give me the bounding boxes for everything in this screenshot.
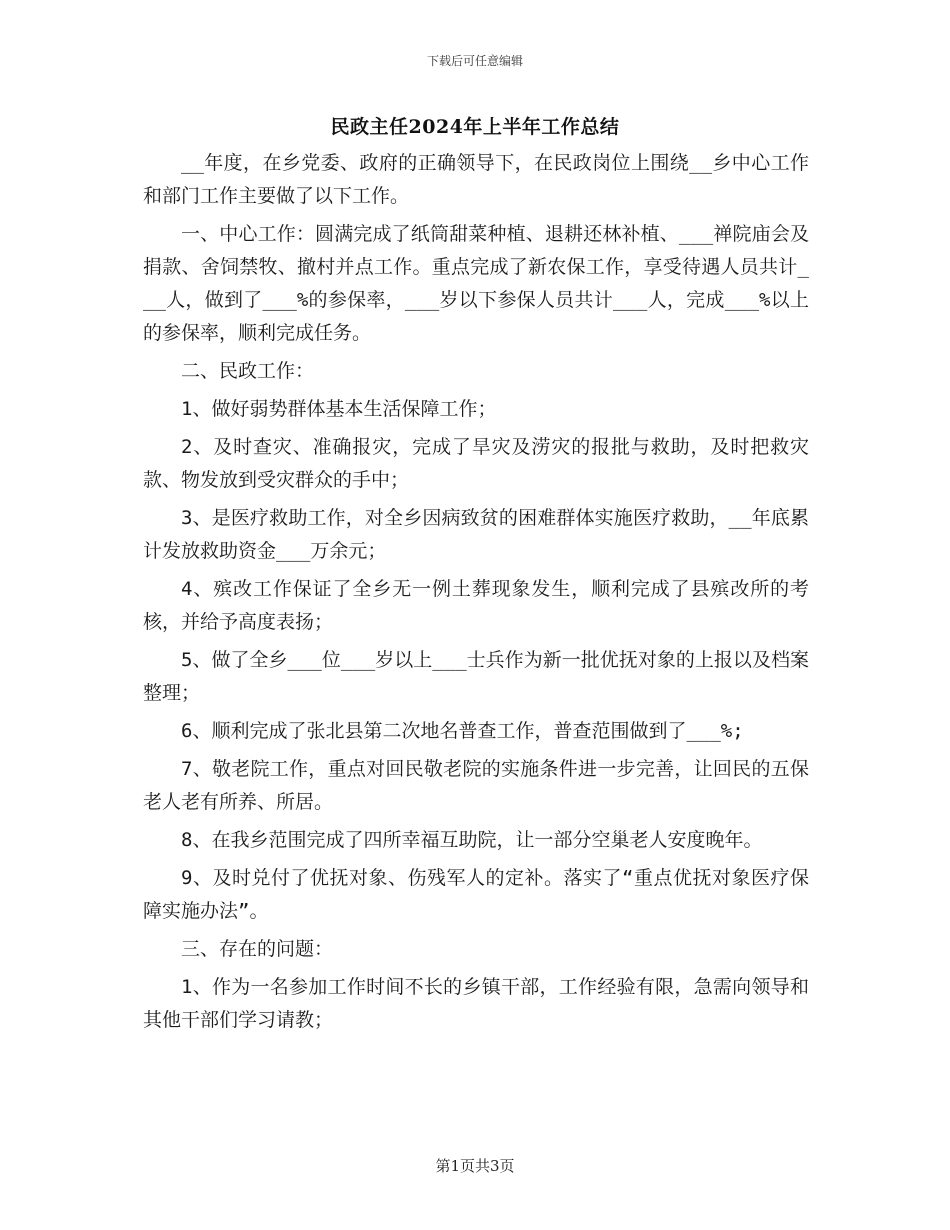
paragraph-civil-affairs-heading: 二、民政工作：: [181, 360, 315, 382]
document-body: [143, 147, 809, 1042]
paragraph-item-1: 1、做好弱势群体基本生活保障工作；: [181, 398, 497, 420]
document-title: 民政主任2024年上半年工作总结: [330, 116, 620, 138]
paragraph-item-7: 7、敬老院工作，重点对回民敬老院的实施条件进一步完善，让回民的五保老人老有所养、所居。: [143, 758, 809, 813]
page-number-footer: 第1页共3页: [435, 1157, 515, 1175]
paragraph-problem-1: 1、作为一名参加工作时间不长的乡镇干部，工作经验有限，急需向领导和其他干部们学习请教；: [143, 976, 809, 1031]
page-header-note: 下载后可任意编辑: [426, 54, 523, 68]
paragraph-item-3: 3、是医疗救助工作，对全乡因病致贫的困难群体实施医疗救助，__年底累计发放救助资金___万余元；: [143, 507, 809, 562]
paragraph-item-5: 5、做了全乡___位___岁以上___士兵作为新一批优抚对象的上报以及档案整理；: [143, 649, 809, 704]
paragraph-intro: __年度，在乡党委、政府的正确领导下，在民政岗位上围绕__乡中心工作和部门工作主要做了以下工作。: [143, 152, 809, 207]
paragraph-central-work: 一、中心工作：圆满完成了纸筒甜菜种植、退耕还林补植、___禅院庙会及捐款、舍饲禁牧、撤村并点工作。重点完成了新农保工作，享受待遇人员共计___人，做到了___%的参保率，___岁以下参保人员共计___人，完成___%以上的参保率，顺利完成任务。: [143, 223, 809, 344]
paragraph-item-9: 9、及时兑付了优抚对象、伤残军人的定补。落实了“重点优抚对象医疗保障实施办法”。: [143, 867, 809, 922]
paragraph-item-2: 2、及时查灾、准确报灾，完成了旱灾及涝灾的报批与救助，及时把救灾款、物发放到受灾群众的手中；: [143, 436, 809, 491]
paragraph-item-4: 4、殡改工作保证了全乡无一例土葬现象发生，顺利完成了县殡改所的考核，并给予高度表扬；: [143, 578, 809, 633]
paragraph-item-6: 6、顺利完成了张北县第二次地名普查工作，普查范围做到了___%;: [181, 720, 744, 742]
paragraph-problems-heading: 三、存在的问题：: [181, 938, 334, 960]
paragraph-item-8: 8、在我乡范围完成了四所幸福互助院，让一部分空巢老人安度晚年。: [181, 829, 763, 851]
